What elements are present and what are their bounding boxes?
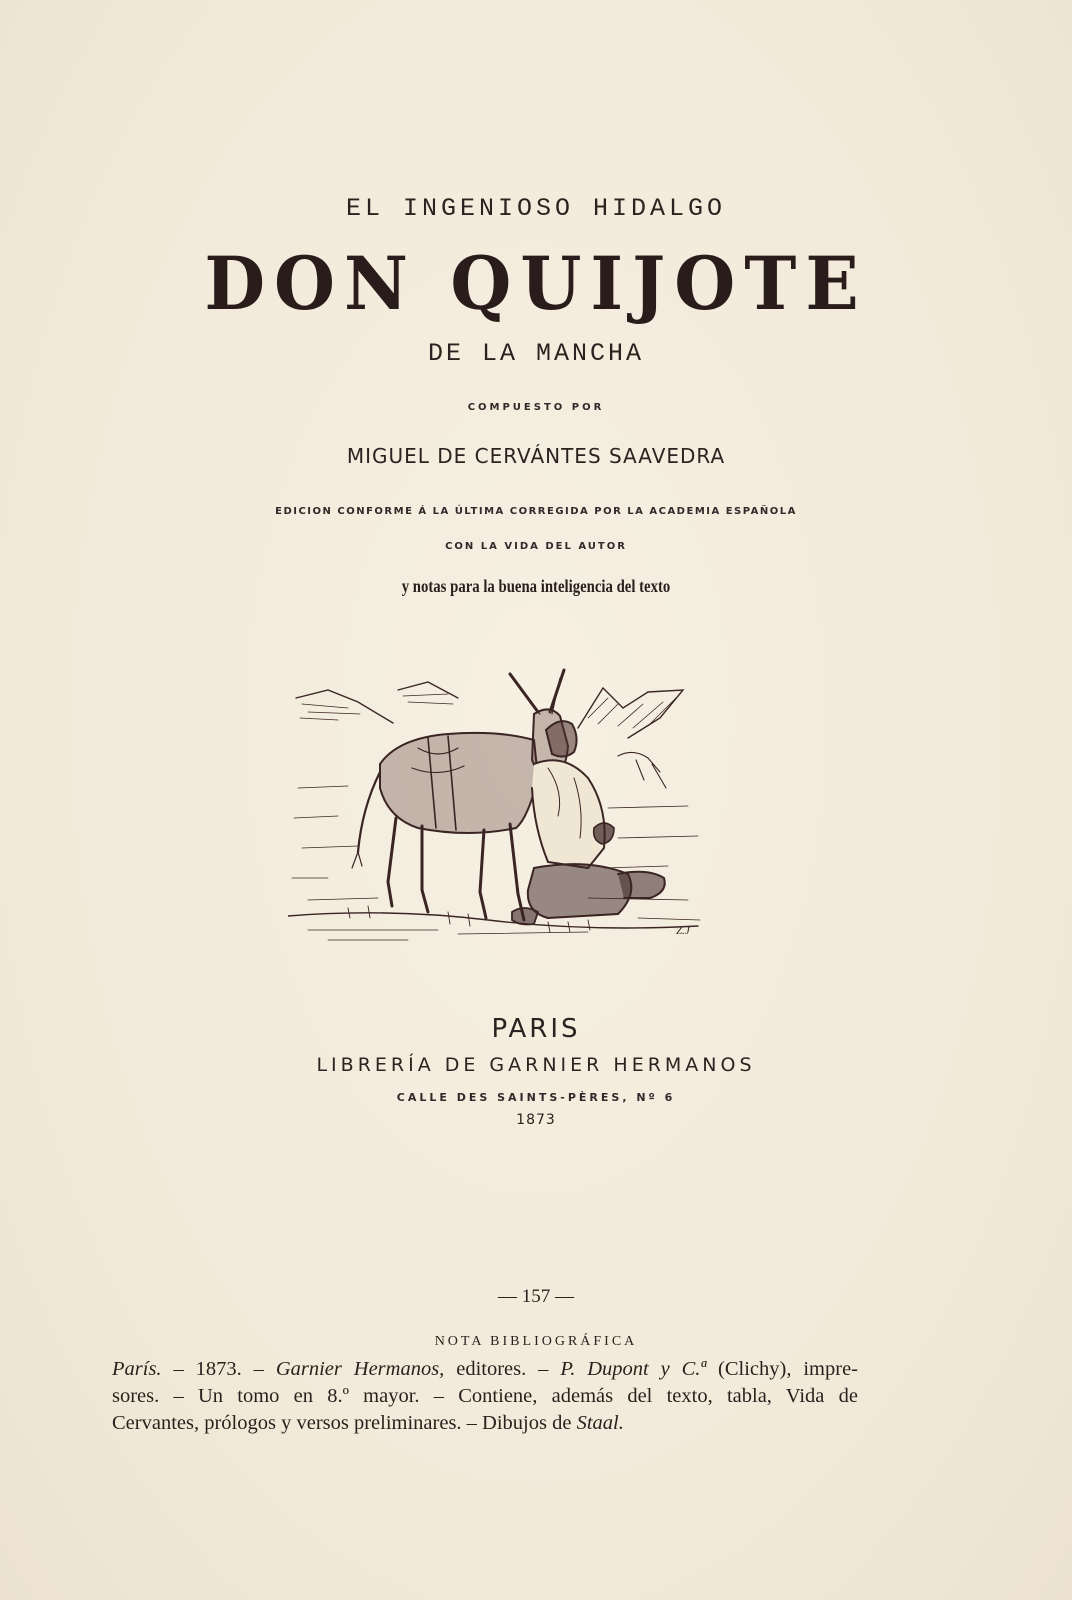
- engraving-donkey-illustration: [288, 668, 710, 948]
- imprint-city: PARIS: [491, 1014, 581, 1044]
- imprint-year: 1873: [516, 1112, 556, 1128]
- note-publisher: Garnier Hermanos,: [275, 1358, 445, 1380]
- note-line-3: [112, 1410, 858, 1437]
- note-text: sores. – Un tomo en 8.º mayor. – Contiene, además del texto, tabla, Vida de: [112, 1385, 858, 1407]
- author-name: MIGUEL DE CERVÁNTES SAAVEDRA: [346, 444, 726, 468]
- title-line-1: EL INGENIOSO HIDALGO: [345, 194, 727, 223]
- title-line-3: DE LA MANCHA: [427, 339, 645, 368]
- bibliographic-note: [112, 1356, 858, 1437]
- illustration-signature: Z.J: [676, 925, 690, 937]
- note-text: Cervantes, prólogos y versos preliminares. – Dibujos de: [112, 1412, 577, 1434]
- note-text: editores. –: [444, 1358, 561, 1380]
- imprint-address: CALLE DES SAINTS-PÈRES, Nº 6: [396, 1091, 676, 1104]
- note-line-2: [112, 1383, 858, 1410]
- imprint-publisher: LIBRERÍA DE GARNIER HERMANOS: [316, 1054, 756, 1076]
- note-city: París.: [112, 1358, 162, 1380]
- main-title: DON QUIJOTE: [204, 239, 868, 328]
- page-number: — 157 —: [498, 1286, 574, 1307]
- composed-by: COMPUESTO POR: [467, 402, 605, 413]
- note-printer: P. Dupont y C.ª: [560, 1358, 707, 1380]
- note-text: – 1873. –: [161, 1358, 276, 1380]
- edition-note: EDICION CONFORME Á LA ÚLTIMA CORREGIDA POR LA ACADEMIA ESPAÑOLA: [275, 506, 797, 517]
- note-line-1: [112, 1356, 858, 1383]
- life-note: CON LA VIDA DEL AUTOR: [445, 541, 627, 552]
- note-illustrator: Staal.: [576, 1412, 624, 1434]
- notes-line: y notas para la buena inteligencia del texto: [401, 576, 671, 596]
- note-title: NOTA BIBLIOGRÁFICA: [434, 1334, 638, 1349]
- note-text: (Clichy), impre-: [706, 1358, 858, 1380]
